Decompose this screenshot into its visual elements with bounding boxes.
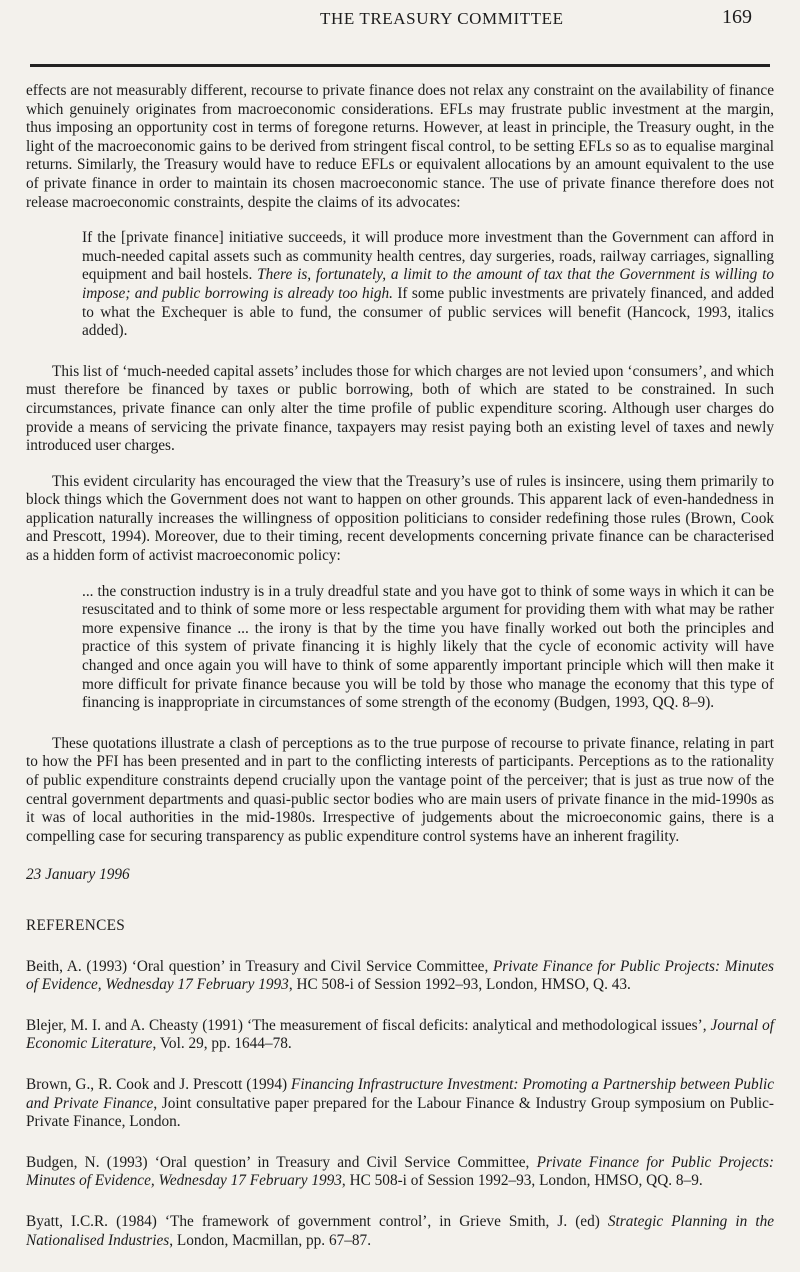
reference-text: Beith, A. (1993) ‘Oral question’ in Treasury and Civil Service Committee, xyxy=(26,957,493,975)
reference-title: Private Finance for Public Projects: Minutes of Evidence, Wednesday 17 February 1993 xyxy=(26,957,774,994)
page-number: 169 xyxy=(722,6,752,28)
paragraph-continued: effects are not measurably different, recourse to private finance does not relax any constraint on the availability of finance which genuinely originates from macroeconomic considerations. EFLs may frustrate public investment at the margin, thus imposing an opportunity cost in terms of foregone returns. However, at least in principle, the Treasury ought, in the light of the macroeconomic gains to be derived from stringent fiscal control, to be setting EFLs so as to equalise marginal returns. Similarly, the Treasury would have to reduce EFLs or equivalent allocations by an amount equivalent to the use of private finance in order to maintain its chosen macroeconomic stance. The use of private finance therefore does not release macroeconomic constraints, despite the claims of its advocates: xyxy=(26,82,774,211)
paragraph-conclusion: These quotations illustrate a clash of perceptions as to the true purpose of recourse to private finance, relating in part to how the PFI has been presented and in part to the conflicting interests of participants. Perceptions as to the rationality of public expenditure constraints depend crucially upon the vantage point of the perceiver; that is just as true now of the central government departments and quasi-public sector bodies who are main users of private finance in the mid-1990s as it was of local authorities in the mid-1980s. Irrespective of judgements about the microeconomic gains, there is a compelling case for securing transparency as public expenditure control systems have an inherent fragility. xyxy=(26,734,774,845)
quote-text-end: If some public investments are privately financed, and added to what the Exchequer is able to fund, the consumer of public services will benefit (Hancock, 1993, italics added). xyxy=(82,284,775,340)
reference-item xyxy=(26,1017,774,1054)
reference-item xyxy=(26,958,774,995)
reference-text: , Vol. 29, pp. 1644–78. xyxy=(152,1035,292,1053)
running-title: THE TREASURY COMMITTEE xyxy=(320,9,564,28)
reference-text: Byatt, I.C.R. (1984) ‘The framework of government control’, in Grieve Smith, J. (ed) xyxy=(26,1212,608,1230)
date-line: 23 January 1996 xyxy=(26,866,130,884)
reference-title: Journal of Economic Literature xyxy=(26,1016,774,1053)
reference-title: Private Finance for Public Projects: Minutes of Evidence, Wednesday 17 February 1993 xyxy=(26,1153,774,1190)
reference-title: Financing Infrastructure Investment: Promoting a Partnership between Public and Private Finance xyxy=(26,1075,774,1112)
reference-text: Budgen, N. (1993) ‘Oral question’ in Treasury and Civil Service Committee, xyxy=(26,1153,537,1171)
references-heading: REFERENCES xyxy=(26,916,126,934)
page-header xyxy=(30,0,770,67)
reference-text: , Joint consultative paper prepared for the Labour Finance & Industry Group symposium on Public-Private Finance, London. xyxy=(26,1094,774,1131)
references-list xyxy=(26,958,774,1251)
paragraph-circularity: This evident circularity has encouraged the view that the Treasury’s use of rules is insincere, using them primarily to block things which the Government does not want to happen on other grounds. This apparent lack of even-handedness in application naturally increases the willingness of opposition politicians to consider redefining those rules (Brown, Cook and Prescott, 1994). Moreover, due to their timing, recent developments concerning private finance can be characterised as a hidden form of activist macroeconomic policy: xyxy=(26,472,774,565)
block-quote-budgen: ... the construction industry is in a truly dreadful state and you have got to think of some ways in which it can be resuscitated and to think of some more or less respectable argument for providing them with what may be rather more expensive finance ... the irony is that by the time you have finally worked out both the principles and practice of this system of private financing it is highly likely that the cycle of economic activity will have changed and once again you will have to think of some apparently important principle which will then make it more difficult for private finance because you will be told by those who manage the economy that this type of financing is inappropriate in circumstances of some strength of the economy (Budgen, 1993, QQ. 8–9). xyxy=(82,582,774,712)
reference-text: Blejer, M. I. and A. Cheasty (1991) ‘The measurement of fiscal deficits: analytical and methodological issues’, xyxy=(26,1016,711,1034)
reference-item xyxy=(26,1076,774,1132)
reference-text: , London, Macmillan, pp. 67–87. xyxy=(169,1231,372,1249)
reference-item xyxy=(26,1154,774,1191)
quote-italic-text: There is, fortunately, a limit to the amount of tax that the Government is willing to impose; and public borrowing is already too high. xyxy=(82,266,774,302)
reference-title: Strategic Planning in the Nationalised Industries xyxy=(26,1212,775,1249)
page-content xyxy=(26,82,774,1272)
quote-text: If the [private finance] initiative succeeds, it will produce more investment than the Government can afford in much-needed capital assets such as community health centres, day surgeries, roads, railway carriages, signalling equipment and bail hostels. xyxy=(82,229,774,284)
reference-item xyxy=(26,1213,774,1250)
reference-text: , HC 508-i of Session 1992–93, London, HMSO, QQ. 8–9. xyxy=(341,1172,703,1190)
paragraph-capital-assets: This list of ‘much-needed capital assets’ includes those for which charges are not levied upon ‘consumers’, and which must therefore be financed by taxes or public borrowing, both of which are stated to be constrained. In such circumstances, private finance can only alter the time profile of public expenditure scoring. Although user charges do provide a means of servicing the private finance, taxpayers may resist paying both an existing level of taxes and newly introduced user charges. xyxy=(26,362,774,455)
block-quote-hancock xyxy=(82,229,774,341)
reference-text: , HC 508-i of Session 1992–93, London, HMSO, Q. 43. xyxy=(288,976,631,994)
reference-text: Brown, G., R. Cook and J. Prescott (1994) xyxy=(26,1075,292,1093)
